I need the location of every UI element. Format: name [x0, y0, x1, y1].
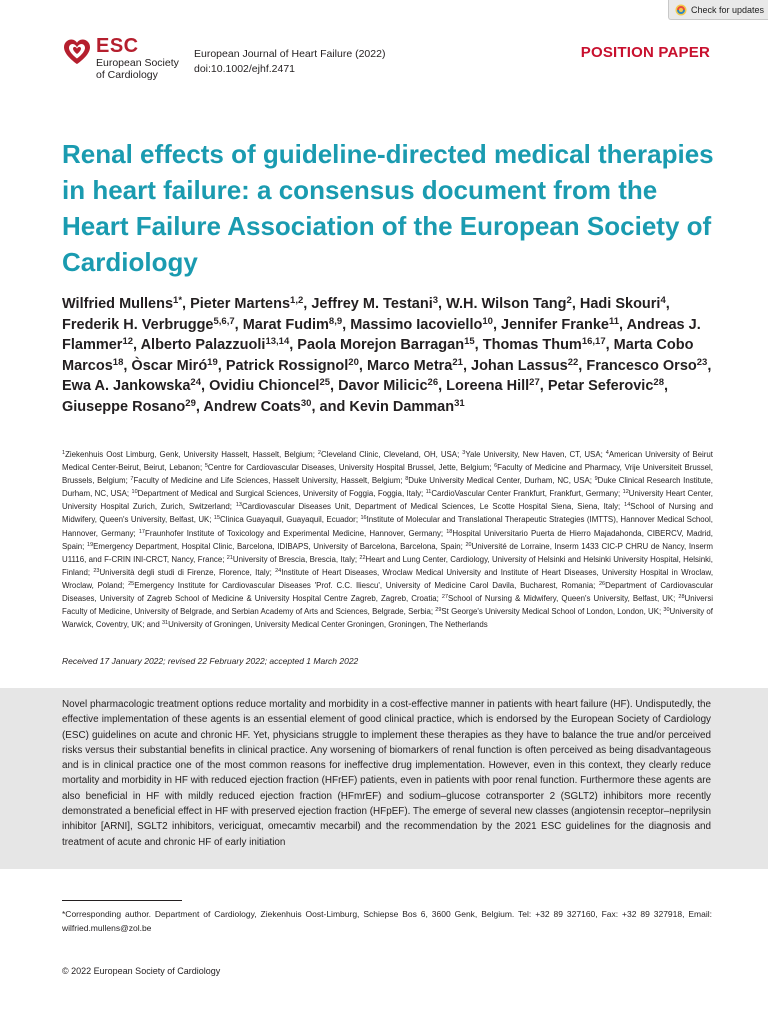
affiliation-number: 1	[62, 450, 66, 456]
affiliation-number: 16	[360, 515, 367, 522]
affiliation-text: Ziekenhuis Oost Limburg, Genk, University Hasselt, Hasselt, Belgium;	[65, 450, 318, 459]
affiliation-text: Università degli studi di Firenze, Florence, Italy;	[99, 567, 276, 577]
author-name[interactable]: Jeffrey M. Testani	[311, 296, 433, 312]
author-affiliation-ref: 24	[190, 377, 201, 389]
author-name[interactable]: Patrick Rossignol	[225, 357, 349, 374]
affiliation-text: Emergency Institute for Cardiovascular Diseases 'Prof. C.C. Iliescu', University of Medicine Carol Davila, Bucharest, Romania;	[134, 580, 599, 590]
heart-logo-icon	[62, 37, 92, 67]
journal-info	[194, 47, 385, 77]
author-affiliation-ref: 8,9	[328, 315, 343, 327]
affiliation-text: University of Groningen, University Medical Center Groningen, Groningen, The Netherlands	[168, 620, 488, 630]
author-affiliation-ref: 21	[452, 356, 463, 368]
footnote-divider	[62, 900, 182, 901]
logo-abbreviation: ESC	[96, 35, 139, 57]
affiliation-text: Emergency Department, Hospital Clinic, Barcelona, IDIBAPS, University of Barcelona, Barcelona, Spain;	[93, 541, 466, 551]
corresponding-author-footnote: *Corresponding author. Department of Cardiology, Ziekenhuis Oost-Limburg, Schiepse Bos 6, 3600 Genk, Belgium. Tel: +32 89 327160, Fax: +32 89 327918, Email: wilfried.mullens@zol.be	[62, 909, 712, 933]
author-affiliation-ref: 29	[185, 397, 196, 409]
author-affiliation-ref: 31	[454, 397, 465, 409]
affiliation-text: Duke University Medical Center, Durham, NC, USA;	[408, 476, 595, 486]
affiliation-number: 27	[441, 594, 449, 601]
author-affiliation-ref: 5,6,7	[213, 315, 235, 327]
author-affiliation-ref: 3	[432, 295, 439, 306]
affiliation-text: Duke Clinical Research Institute, Durham, NC, USA;	[62, 476, 713, 499]
author-affiliation-ref: 28	[653, 377, 664, 389]
affiliation-number: 17	[138, 528, 145, 535]
affiliation-text: Faculty of Medicine and Life Sciences, Hasselt University, Hasselt, Belgium;	[133, 476, 406, 486]
affiliation-number: 7	[130, 476, 134, 483]
affiliation-number: 3	[462, 450, 466, 456]
journal-name: European Journal of Heart Failure (2022)	[194, 48, 386, 60]
copyright-notice: © 2022 European Society of Cardiology	[62, 966, 221, 976]
affiliation-number: 30	[663, 607, 670, 614]
author-name[interactable]: Andreas J. Flammer	[62, 316, 701, 354]
affiliation-text: Cleveland Clinic, Cleveland, OH, USA;	[320, 450, 463, 459]
affiliation-number: 28	[678, 594, 685, 601]
affiliation-number: 11	[425, 489, 432, 496]
author-affiliation-ref: 25	[319, 377, 331, 389]
affiliation-text: Department of Cardiovascular Diseases, University of Zagreb School of Medicine & University Hospital Centre Zagreb, Zagreb, Croatia;	[62, 580, 713, 604]
affiliation-number: 25	[128, 580, 135, 587]
affiliation-text: University Heart Center, University Hospital Zurich, Zurich, Switzerland;	[62, 489, 713, 512]
author-name[interactable]: Ovidiu Chioncel	[209, 378, 320, 395]
author-affiliation-ref: 23	[696, 356, 708, 368]
author-name[interactable]: Ewa A. Jankowska	[62, 378, 191, 395]
author-name[interactable]: Francesco Orso	[586, 357, 697, 374]
affiliation-number: 18	[446, 528, 453, 535]
logo-society-line1: European Society	[96, 57, 179, 69]
affiliation-text: Institute of Heart Diseases, Wroclaw Medical University and Institute of Heart Diseases, University Hospital in Wroclaw, Wroclaw, Poland;	[62, 567, 714, 590]
author-name[interactable]: Òscar Miró	[131, 357, 208, 374]
affiliation-text: Hospital Universitario Puerta de Hierro Majadahonda, CIBERCV, Madrid, Spain;	[62, 528, 713, 551]
affiliation-number: 29	[435, 607, 442, 614]
affiliation-number: 12	[622, 489, 629, 496]
affiliation-text: Department of Medical and Surgical Sciences, University of Foggia, Foggia, Italy;	[137, 489, 426, 499]
author-affiliation-ref: 27	[529, 377, 540, 389]
affiliation-text: CardioVascular Center Frankfurt, Frankfurt, Germany;	[431, 489, 623, 499]
affiliation-text: Cardiovascular Diseases Unit, Department of Medical Sciences, Le Scotte Hospital Siena, Siena, Italy;	[241, 502, 625, 512]
affiliation-text: University of Brescia, Brescia, Italy;	[232, 554, 360, 564]
author-name[interactable]: Frederik H. Verbrugge	[62, 316, 214, 333]
author-affiliation-ref: 2	[566, 295, 572, 306]
author-name[interactable]: Thomas Thum	[482, 337, 582, 354]
affiliation-number: 19	[87, 541, 94, 548]
affiliation-text: Faculty of Medicine and Pharmacy, Vrije Universiteit Brussel, Brussels, Belgium;	[62, 463, 714, 486]
author-affiliation-ref: 1,2	[290, 295, 304, 306]
author-affiliation-ref: 18	[112, 356, 124, 368]
affiliation-text: School of Nursing & Midwifery, Queen's University, Belfast, UK;	[448, 594, 679, 604]
author-affiliation-ref: 26	[427, 377, 439, 389]
affiliation-text: Yale University, New Haven, CT, USA;	[465, 450, 606, 459]
affiliation-number: 26	[599, 580, 606, 587]
affiliation-number: 24	[275, 567, 282, 574]
author-affiliation-ref: 16,17	[581, 336, 606, 348]
article-type-label: POSITION PAPER	[580, 44, 710, 61]
author-name[interactable]: Marat Fudim	[242, 316, 329, 333]
author-name[interactable]: W.H. Wilson Tang	[446, 296, 567, 312]
affiliation-text: Heart and Lung Center, Cardiology, University of Helsinki and Helsinki University Hospital, Helsinki, Finland;	[62, 554, 713, 577]
author-name[interactable]: Hadi Skouri	[579, 296, 661, 312]
check-for-updates-button[interactable]	[668, 0, 768, 20]
affiliation-text: Institute of Molecular and Translational Therapeutic Strategies (IMTTS), Hannover Medical School, Hannover, Germany;	[62, 515, 714, 538]
author-affiliation-ref: 20	[348, 356, 359, 368]
logo-society-line2: of Cardiology	[96, 68, 158, 81]
received-dates: Received 17 January 2022; revised 22 February 2022; accepted 1 March 2022	[62, 656, 359, 666]
affiliation-number: 21	[226, 554, 233, 561]
affiliation-number: 20	[465, 541, 472, 548]
author-name[interactable]: Marco Metra	[366, 357, 453, 374]
affiliation-text: Clinica Guayaquil, Guayaquil, Ecuador;	[220, 515, 361, 525]
affiliation-text: University of Warwick, Coventry, UK; and	[62, 607, 713, 630]
author-affiliation-ref: 12	[122, 336, 134, 348]
affiliation-text: Fraunhofer Institute of Toxicology and Experimental Medicine, Hannover, Germany;	[145, 528, 447, 538]
affiliation-text: Universi Faculty of Medicine, University of Belgrade, and Serbian Academy of Arts and Sciences, Belgrade, Serbia;	[62, 594, 714, 617]
author-name[interactable]: Wilfried Mullens	[62, 296, 174, 312]
update-icon	[675, 4, 687, 16]
affiliation-number: 5	[204, 463, 208, 470]
affiliation-number: 4	[605, 450, 609, 456]
affiliation-text: School of Nursing and Midwifery, Queen's University, Belfast, UK;	[62, 502, 714, 525]
author-list: Wilfried Mullens$^{1*}$, Pieter Martens$^{1,2}$, Jeffrey M. Testani$^3$, W.H. Wilson Tang$^2$, Hadi Skouri$^4$, Frederik H. Verbrugge$^{5,6,7}$, Marat Fudim$^{8,9}$, Massimo Iacoviello$^{10}$, Jennifer Franke$^{11}$, Andreas J. Flammer$^{12}$, Alberto Palazzuoli$^{13,14}$, Paola Morejon Barragan$^{15}$, Thomas Thum$^{16,17}$, Marta Cobo Marcos$^{18}$, Òscar Miró$^{19}$, Patrick Rossignol$^{20}$, Marco Metra$^{21}$, Johan Lassus$^{22}$, Francesco Orso$^{23}$, Ewa A. Jankowska$^{24}$, Ovidiu Chioncel$^{25}$, Davor Milicic$^{26}$, Loreena Hill$^{27}$, Petar Seferovic$^{28}$, Giuseppe Rosano$^{29}$, Andrew Coats$^{30}$, and Kevin Damman$^{31}$	[62, 295, 712, 415]
author-affiliation-ref: 1*	[173, 295, 183, 306]
author-name[interactable]: Andrew Coats	[203, 398, 301, 415]
check-for-updates-label: Check for updates	[691, 4, 765, 15]
affiliation-number: 23	[93, 567, 100, 574]
author-name[interactable]: Paola Morejon Barragan	[297, 337, 465, 354]
author-name[interactable]: Pieter Martens	[190, 296, 291, 312]
affiliation-number: 22	[359, 554, 366, 561]
author-name[interactable]: Johan Lassus	[471, 357, 568, 374]
author-name[interactable]: Giuseppe Rosano	[62, 398, 186, 415]
affiliation-number: 14	[624, 502, 631, 509]
author-name[interactable]: Loreena Hill	[446, 378, 530, 395]
affiliation-text: St George's University Medical School of London, London, UK;	[441, 607, 664, 617]
affiliation-number: 31	[161, 620, 169, 627]
affiliation-number: 2	[317, 450, 321, 456]
affiliation-text: American University of Beirut Medical Center-Beirut, Beirut, Lebanon;	[62, 450, 713, 473]
author-name[interactable]: Marta Cobo Marcos	[62, 337, 694, 374]
author-affiliation-ref: 10	[482, 315, 493, 327]
author-name[interactable]: Davor Milicic	[338, 378, 428, 395]
affiliation-number: 10	[131, 489, 138, 496]
author-name[interactable]: Massimo Iacoviello	[350, 316, 483, 333]
affiliation-text: Centre for Cardiovascular Diseases, University Hospital Brussel, Jette, Belgium;	[207, 463, 495, 473]
author-affiliation-ref: 11	[609, 315, 620, 327]
affiliation-number: 8	[405, 476, 409, 483]
esc-logo	[62, 36, 179, 81]
author-affiliation-ref: 30	[300, 397, 312, 409]
journal-doi[interactable]: doi:10.1002/ejhf.2471	[194, 63, 296, 75]
author-affiliation-ref: 19	[207, 356, 218, 368]
author-affiliation-ref: 22	[567, 356, 579, 368]
abstract-text: Novel pharmacologic treatment options reduce mortality and morbidity in a cost-effective manner in patients with heart failure (HF). Undisputedly, the effective implementation of these agents is an essential element of good clinical practice, which is endorsed by the European Society of Cardiology (ESC) guidelines on acute and chronic HF. Yet, physicians struggle to implement these therapies as they have to balance the true and/or perceived risks versus their substantial benefits in clinical practice. Any worsening of biomarkers of renal function is often perceived as being disadvantageous and is in clinical practice one of the most common reasons for ineffective drug implementation. However, even in this context, they clearly reduce mortality and morbidity in HF with reduced ejection fraction (HFrEF) patients, even in patients with poor renal function. Furthermore these agents are also beneficial in HF with mildly reduced ejection fraction (HFmrEF) and sodium–glucose cotransporter 2 (SGLT2) inhibitors more recently demonstrated a beneficial effect in HF with preserved ejection fraction (HFpEF). The emerge of several new classes (angiotensin receptor–neprilysin inhibitor [ARNI], SGLT2 inhibitors, vericiguat, omecamtiv mecarbil) and the recommendation by the 2021 ESC guidelines for the diagnosis and treatment of acute and chronic HF of early initiation	[62, 699, 711, 848]
affiliation-number: 15	[213, 515, 221, 522]
affiliation-number: 9	[594, 476, 598, 483]
affiliation-number: 13	[235, 502, 242, 509]
article-title: Renal effects of guideline-directed medical therapies in heart failure: a consensus document from the Heart Failure Association of the European Society of Cardiology	[62, 139, 714, 277]
author-affiliation-ref: 4	[660, 295, 666, 306]
affiliations	[62, 448, 713, 631]
author-affiliation-ref: 13,14	[265, 336, 290, 348]
affiliation-number: 6	[494, 463, 498, 470]
author-affiliation-ref: 15	[464, 336, 475, 348]
author-name[interactable]: Petar Seferovic	[547, 378, 654, 395]
author-name[interactable]: Kevin Damman	[349, 398, 455, 415]
author-name[interactable]: Alberto Palazzuoli	[140, 337, 266, 354]
author-name[interactable]: Jennifer Franke	[501, 316, 609, 333]
affiliation-text: Université de Lorraine, Inserm 1433 CIC-P CHRU de Nancy, Inserm U1116, and F-CRIN INI-CRCT, Nancy, France;	[62, 541, 713, 564]
